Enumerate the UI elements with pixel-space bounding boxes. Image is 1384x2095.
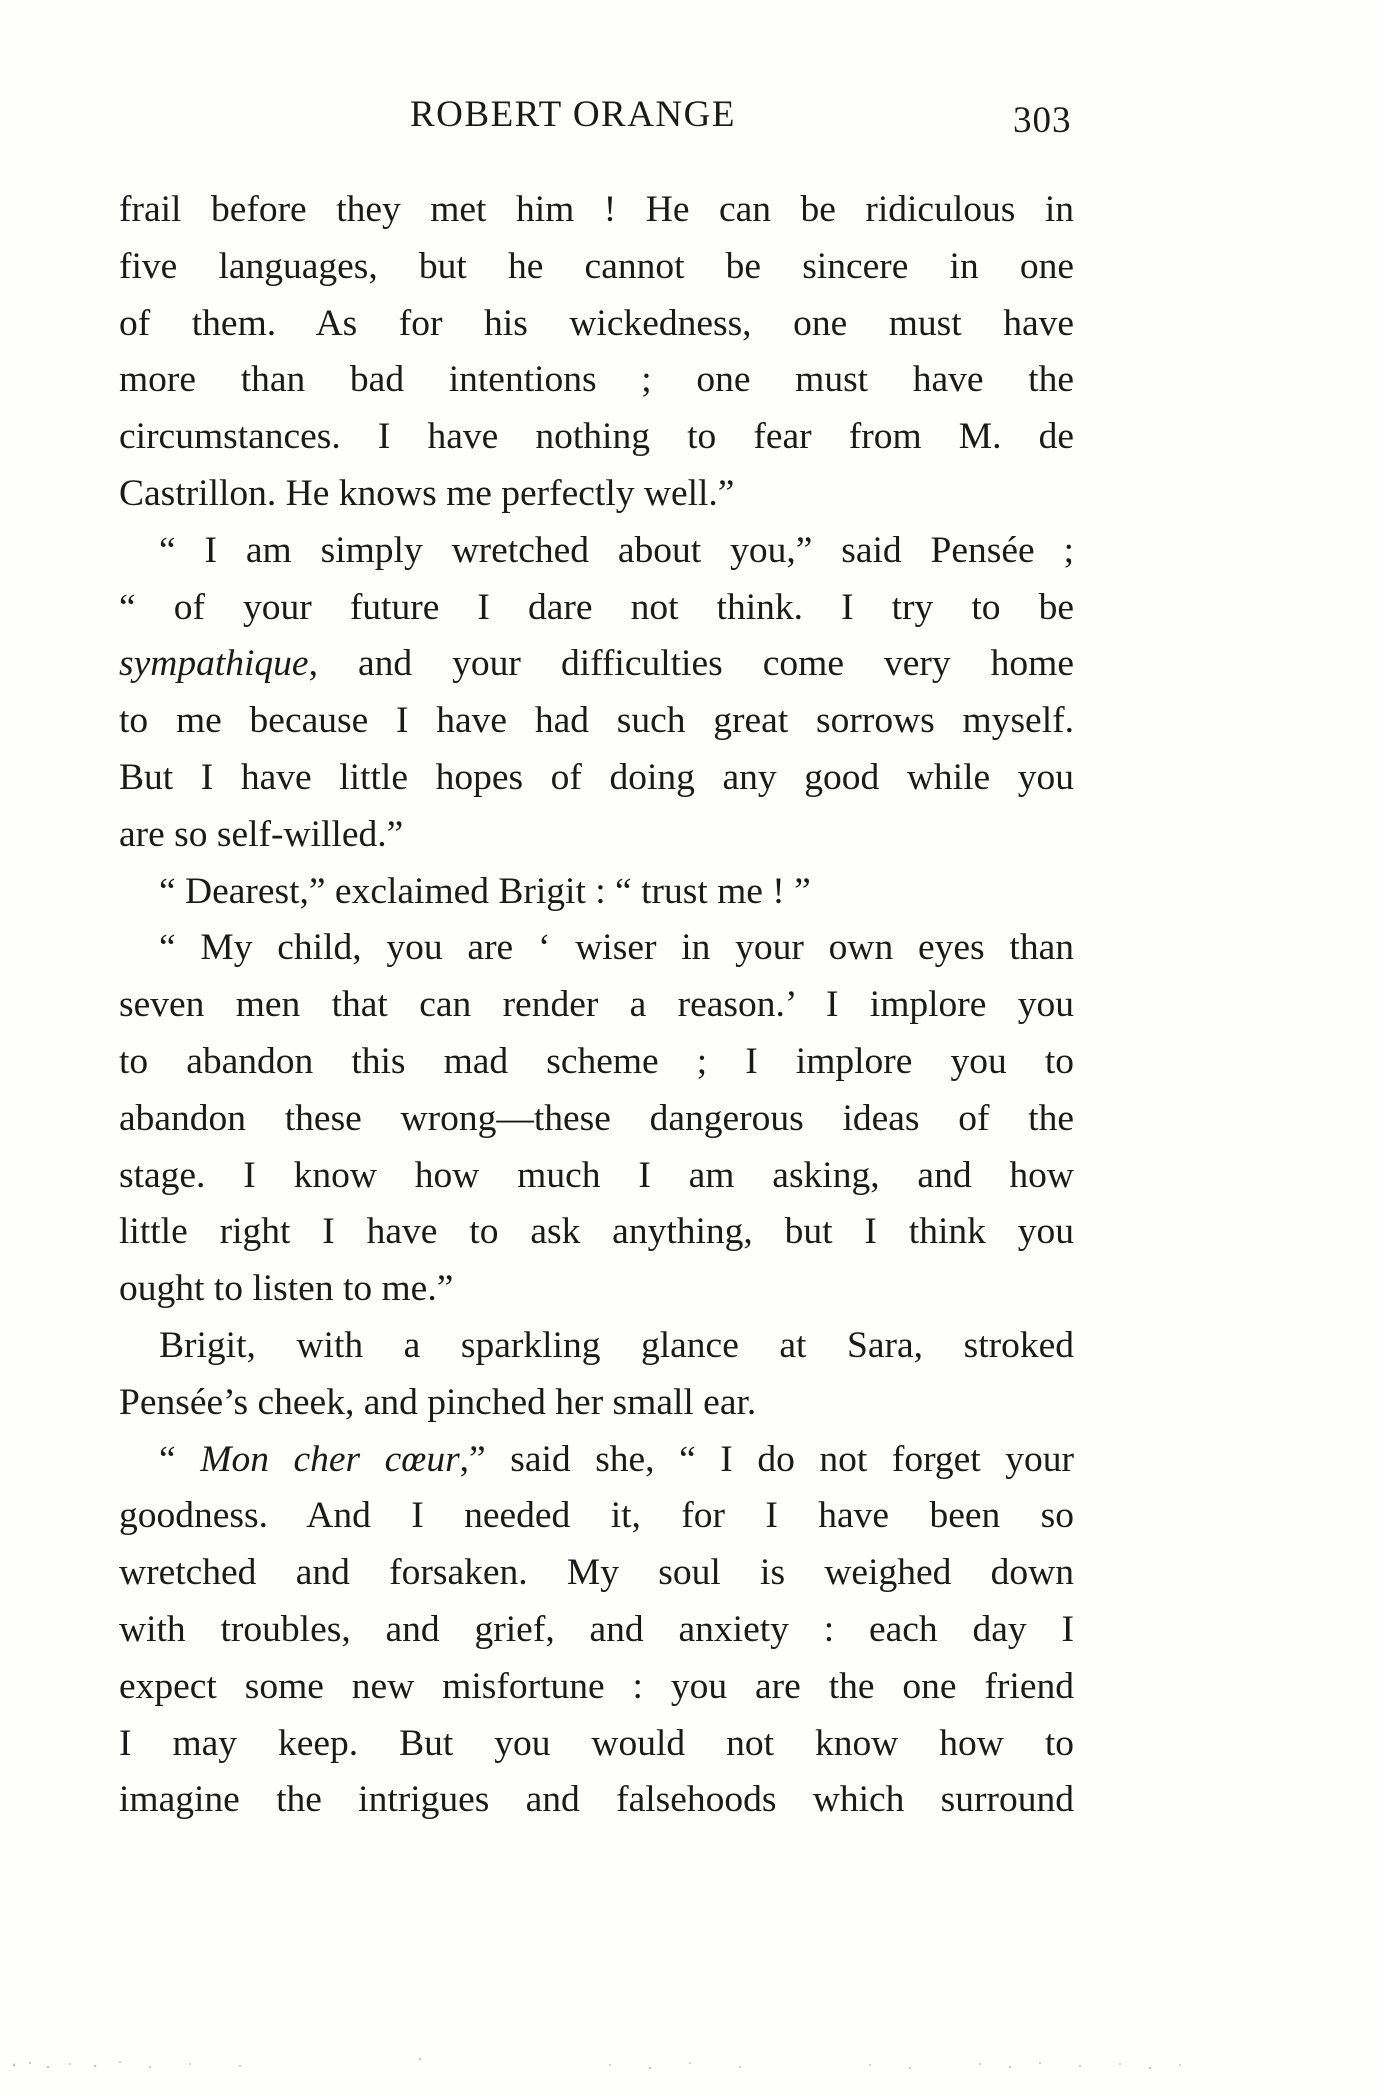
text-line: to abandon this mad scheme ; I implore you to xyxy=(119,1040,1074,1082)
page-number: 303 xyxy=(1013,100,1072,141)
text-line: more than bad intentions ; one must have the xyxy=(119,359,1074,401)
text-line: “ Dearest,” exclaimed Brigit : “ trust me ! ” xyxy=(159,870,811,912)
text-line: I may keep. But you would not know how to xyxy=(119,1722,1074,1764)
text-line: circumstances. I have nothing to fear from M. de xyxy=(119,416,1074,458)
text-line: Brigit, with a sparkling glance at Sara, stroked xyxy=(159,1324,1074,1366)
italic-word: sympathique xyxy=(119,643,309,685)
text-line: “ My child, you are ‘ wiser in your own eyes than xyxy=(159,927,1074,969)
text-line: are so self-willed.” xyxy=(119,813,404,855)
text-line: sympathique, and your difficulties come very home xyxy=(119,643,1074,685)
text-line: “ I am simply wretched about you,” said Pensée ; xyxy=(159,529,1074,571)
text-line: abandon these wrong—these dangerous ideas of the xyxy=(119,1097,1074,1139)
text-line: expect some new misfortune : you are the one friend xyxy=(119,1665,1074,1707)
text-line: ought to listen to me.” xyxy=(119,1268,454,1310)
italic-phrase: Mon cher cœur xyxy=(200,1438,460,1480)
text-line: Castrillon. He knows me perfectly well.” xyxy=(119,472,735,514)
running-title: ROBERT ORANGE xyxy=(410,94,736,135)
text-line: of them. As for his wickedness, one must have xyxy=(119,302,1074,344)
text-line: to me because I have had such great sorrows myself. xyxy=(119,700,1074,742)
text-line: “ Mon cher cœur,” said she, “ I do not forget your xyxy=(159,1438,1074,1480)
text-line: goodness. And I needed it, for I have been so xyxy=(119,1495,1074,1537)
running-head xyxy=(0,93,1384,143)
scan-specks xyxy=(0,2045,1384,2085)
body-text xyxy=(119,182,1074,1829)
text-line: wretched and forsaken. My soul is weighed down xyxy=(119,1552,1074,1594)
text-line: little right I have to ask anything, but I think you xyxy=(119,1211,1074,1253)
text-line: frail before they met him ! He can be ridiculous in xyxy=(119,189,1074,230)
text-line: But I have little hopes of doing any good while you xyxy=(119,756,1074,798)
text-line: five languages, but he cannot be sincere in one xyxy=(119,245,1074,287)
text-line: “ of your future I dare not think. I try to be xyxy=(119,586,1074,628)
text-line: with troubles, and grief, and anxiety : each day I xyxy=(119,1608,1074,1650)
text-line: stage. I know how much I am asking, and how xyxy=(119,1154,1074,1196)
text-line: Pensée’s cheek, and pinched her small ear. xyxy=(119,1381,757,1423)
text-line: imagine the intrigues and falsehoods which surround xyxy=(119,1779,1074,1821)
text-line: seven men that can render a reason.’ I implore you xyxy=(119,984,1074,1026)
